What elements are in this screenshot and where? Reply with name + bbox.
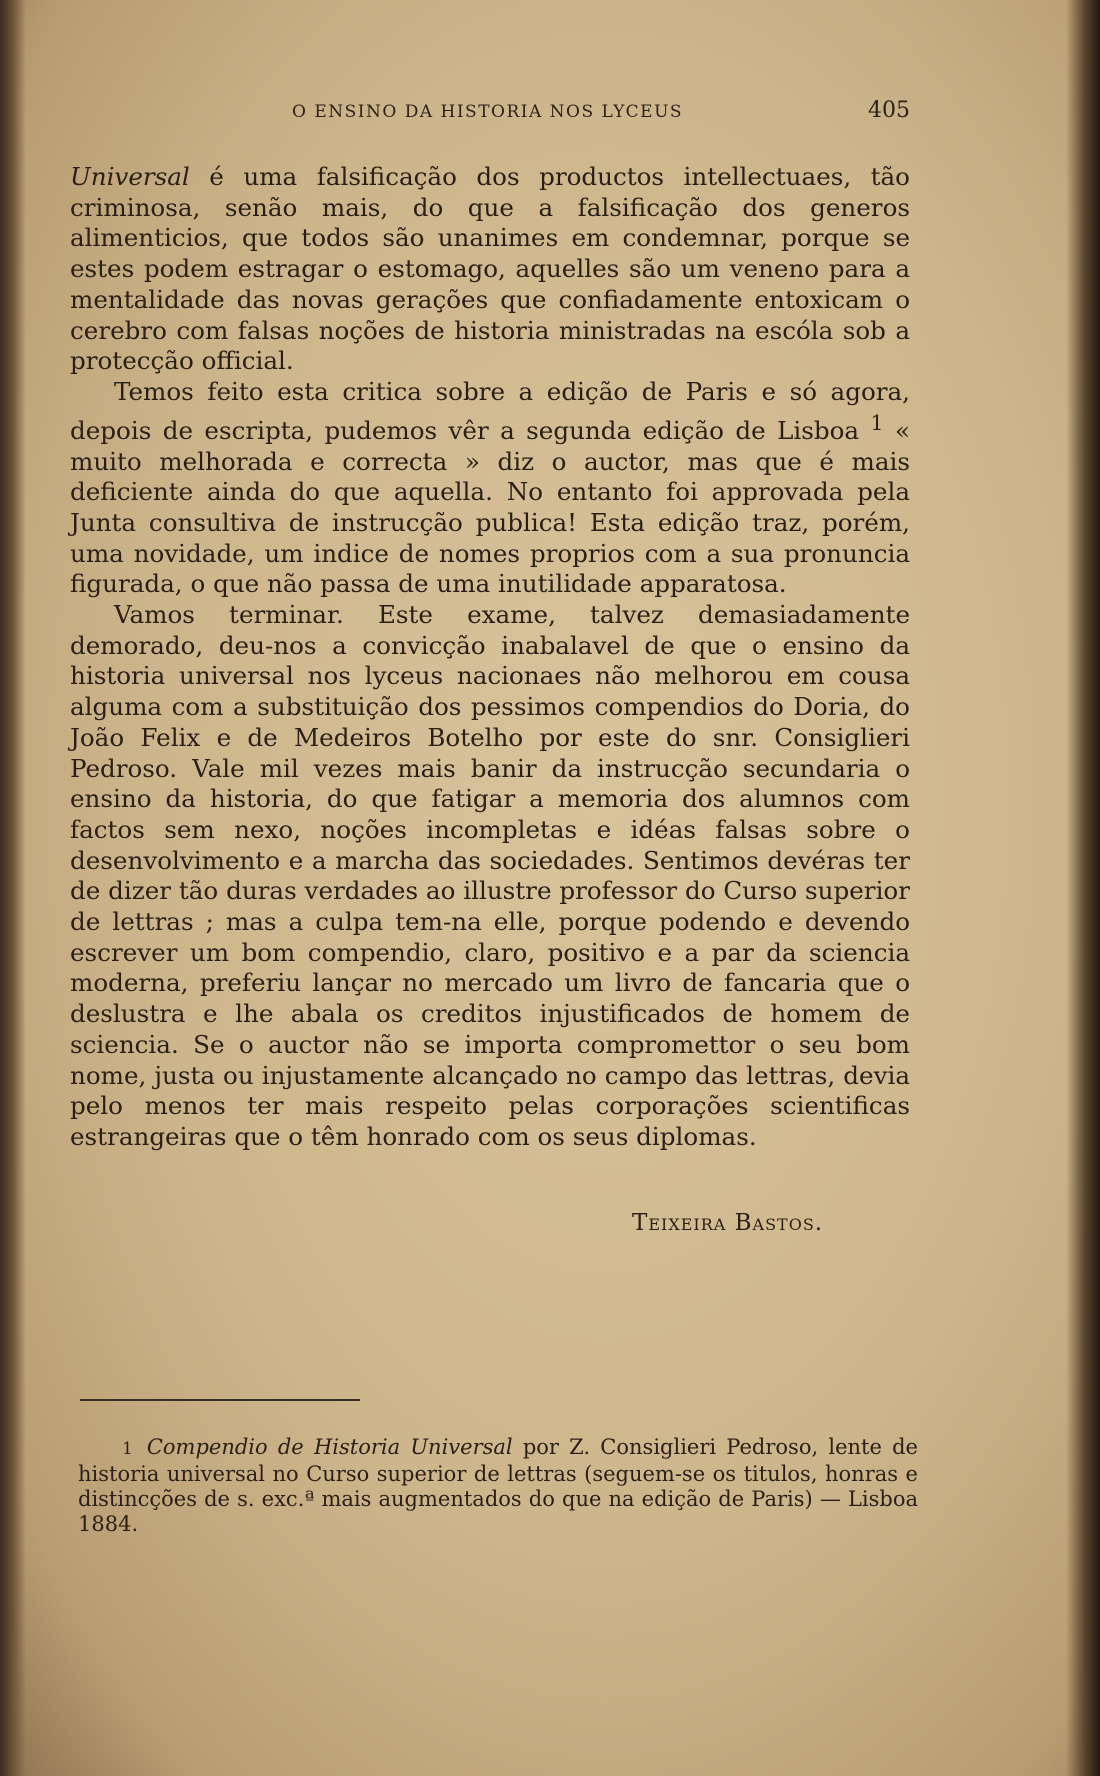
- paragraph-3: Vamos terminar. Este exame, talvez demasiadamente demorado, deu-nos a convicção inabalavel de que o ensino da historia universal nos lyceus nacionaes não melhorou em cousa alguma com a substituição dos pessimos compendios do Doria, do João Felix e de Medeiros Botelho por este do snr. Consiglieri Pedroso. Vale mil vezes mais banir da instrucção secundaria o ensino da historia, do que fatigar a memoria dos alumnos com factos sem nexo, noções incompletas e idéas falsas sobre o desenvolvimento e a marcha das sociedades. Sentimos devéras ter de dizer tão duras verdades ao illustre professor do Curso superior de lettras ; mas a culpa tem-na elle, porque podendo e devendo escrever um bom compendio, claro, positivo e a par da sciencia moderna, preferiu lançar no mercado um livro de fancaria que o deslustra e lhe abala os creditos injustificados de homem de sciencia. Se o auctor não se importa compromettor o seu bom nome, justa ou injustamente alcançado no campo das lettras, devia pelo menos ter mais respeito pelas corporações scientificas estrangeiras que o têm honrado com os seus diplomas.: [70, 600, 910, 1151]
- page-header: [70, 98, 910, 130]
- paragraph-1: [70, 162, 910, 377]
- page-number: 405: [868, 98, 910, 123]
- author-signature: Teixeira Bastos.: [632, 1210, 824, 1236]
- footnote-divider: [80, 1399, 360, 1401]
- page-left-edge-shadow: [0, 0, 26, 1776]
- paragraph-1-text: é uma falsificação dos productos intellectuaes, tão criminosa, senão mais, do que a falsificação dos generos alimenticios, que todos são unanimes em condemnar, porque se estes podem estragar o estomago, aquelles são um veneno para a mentalidade das novas gerações que confiadamente entoxicam o cerebro com falsas noções de historia ministradas na escóla sob a protecção official.: [70, 162, 910, 376]
- footnote-title: Compendio de Historia Universal: [146, 1435, 513, 1459]
- footnote-text: por Z. Consiglieri Pedroso, lente de historia universal no Curso superior de lettras (seguem-se os titulos, honras e distincções de s. exc.ª mais augmentados do que na edição de Paris) — Lisboa 1884.: [78, 1435, 918, 1536]
- paragraph-1-italic-start: Universal: [70, 162, 190, 191]
- paragraph-2-text-b: « muito melhorada e correcta » diz o auctor, mas que é mais deficiente ainda do que aquella. No entanto foi approvada pela Junta consultiva de instrucção publica! Esta edição traz, porém, uma novidade, um indice de nomes proprios com a sua pronuncia figurada, o que não passa de uma inutilidade apparatosa.: [70, 415, 910, 599]
- footnote-marker: 1: [122, 1439, 133, 1459]
- body-text: [70, 162, 910, 1153]
- paragraph-2-text-a: Temos feito esta critica sobre a edição de Paris e só agora, depois de escripta, pudemos vêr a segunda edição de Lisboa: [70, 376, 910, 445]
- paragraph-2: [70, 377, 910, 600]
- footnote: [78, 1435, 918, 1537]
- page-right-edge-shadow: [1066, 0, 1100, 1776]
- running-title: O ENSINO DA HISTORIA NOS LYCEUS: [292, 102, 684, 122]
- footnote-reference: 1: [870, 410, 884, 435]
